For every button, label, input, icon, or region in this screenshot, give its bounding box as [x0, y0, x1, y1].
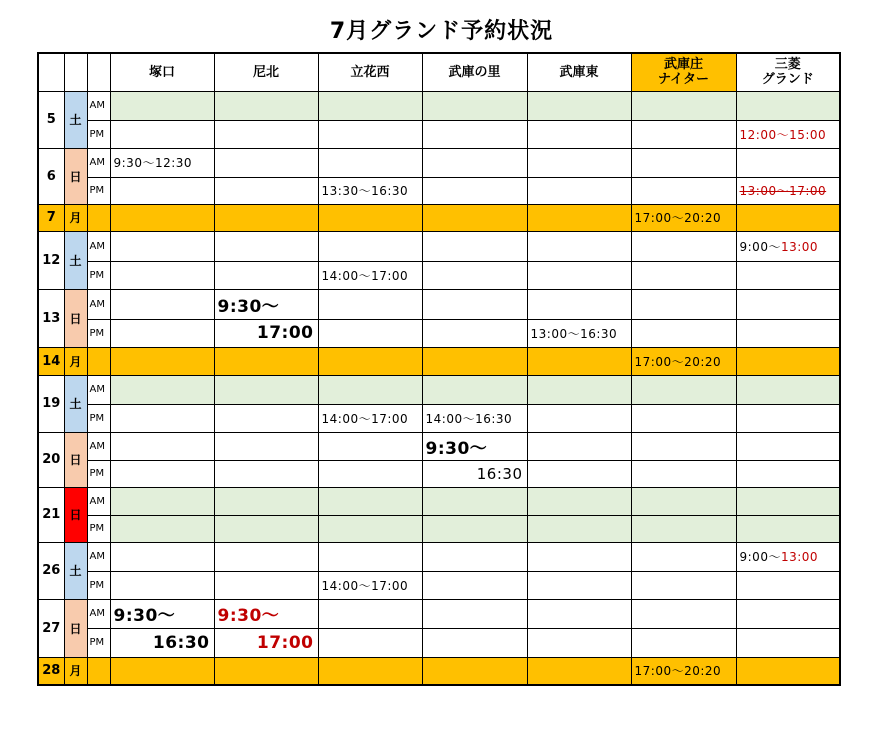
am-label: AM — [87, 231, 110, 261]
day-number: 19 — [38, 375, 64, 432]
cell — [422, 289, 527, 319]
header-amakita: 尼北 — [214, 53, 318, 91]
cell — [214, 487, 318, 515]
booking-cell: 13:30～16:30 — [318, 177, 422, 204]
header-mukonosato: 武庫の里 — [422, 53, 527, 91]
cell — [214, 404, 318, 432]
cell — [422, 319, 527, 347]
header-line: グランド — [761, 72, 814, 88]
pm-label: PM — [87, 404, 110, 432]
cell — [318, 657, 422, 685]
cell — [527, 204, 631, 231]
cell — [736, 204, 840, 231]
cell — [527, 148, 631, 177]
day-number: 6 — [38, 148, 64, 204]
cell — [214, 91, 318, 120]
table-row — [38, 347, 840, 375]
cell — [110, 571, 214, 599]
cell — [631, 177, 736, 204]
table-row — [38, 204, 840, 231]
cell — [214, 204, 318, 231]
cell — [110, 487, 214, 515]
cell — [318, 375, 422, 404]
cell — [318, 120, 422, 148]
cell — [318, 231, 422, 261]
header-blank — [38, 53, 64, 91]
cell — [527, 289, 631, 319]
cell — [422, 628, 527, 657]
cell — [631, 571, 736, 599]
cell — [527, 404, 631, 432]
am-label: AM — [87, 487, 110, 515]
am-label: AM — [87, 148, 110, 177]
cell — [631, 432, 736, 460]
weekday-cell: 土 — [64, 91, 87, 148]
cell — [422, 657, 527, 685]
cell — [527, 261, 631, 289]
header-blank — [64, 53, 87, 91]
cell — [631, 120, 736, 148]
cell — [631, 487, 736, 515]
cell — [422, 261, 527, 289]
cell — [736, 375, 840, 404]
cell — [631, 375, 736, 404]
cell — [736, 91, 840, 120]
header-mukonosho-night — [631, 53, 736, 91]
booking-start: 9:00～ — [739, 550, 781, 564]
cell — [87, 657, 110, 685]
cell — [736, 319, 840, 347]
cell — [527, 460, 631, 487]
cell — [527, 542, 631, 571]
cell — [422, 231, 527, 261]
cell — [87, 204, 110, 231]
booking-start: 9:00～ — [739, 239, 781, 254]
cell — [422, 571, 527, 599]
table-row — [38, 231, 840, 261]
table-row — [38, 487, 840, 515]
table-row — [38, 599, 840, 628]
table-row — [38, 91, 840, 120]
table-row — [38, 148, 840, 177]
table-row — [38, 542, 840, 571]
cell — [318, 515, 422, 542]
table-row — [38, 319, 840, 347]
am-label: AM — [87, 375, 110, 404]
booking-start-cell: 9:30～ — [214, 599, 318, 628]
cell — [422, 542, 527, 571]
table-row — [38, 571, 840, 599]
table-row — [38, 375, 840, 404]
header-tachibananishi: 立花西 — [318, 53, 422, 91]
cell — [214, 460, 318, 487]
cell — [736, 599, 840, 628]
booking-cell: 13:00～16:30 — [527, 319, 631, 347]
cell — [110, 177, 214, 204]
cell — [214, 657, 318, 685]
booking-cell: 17:00～20:20 — [631, 347, 736, 375]
pm-label: PM — [87, 177, 110, 204]
table-row — [38, 628, 840, 657]
cell — [422, 487, 527, 515]
day-number: 26 — [38, 542, 64, 599]
weekday-cell: 日 — [64, 148, 87, 204]
day-number: 21 — [38, 487, 64, 542]
header-row — [38, 53, 840, 91]
cell — [214, 515, 318, 542]
cell — [736, 571, 840, 599]
weekday-cell: 日 — [64, 432, 87, 487]
cell — [318, 432, 422, 460]
cell — [527, 515, 631, 542]
cell — [527, 177, 631, 204]
cell — [631, 404, 736, 432]
table-row — [38, 657, 840, 685]
reservation-table — [37, 52, 841, 686]
cell — [422, 347, 527, 375]
cell — [527, 487, 631, 515]
header-line: ナイター — [657, 72, 710, 88]
booking-cell: 9:30～12:30 — [110, 148, 214, 177]
cell — [631, 231, 736, 261]
cell — [736, 515, 840, 542]
pm-label: PM — [87, 460, 110, 487]
cell — [214, 261, 318, 289]
table-row — [38, 432, 840, 460]
table-row — [38, 289, 840, 319]
booking-cell — [736, 231, 840, 261]
weekday-cell: 土 — [64, 231, 87, 289]
weekday-cell: 月 — [64, 204, 87, 231]
day-number: 28 — [38, 657, 64, 685]
cell — [214, 177, 318, 204]
cell — [736, 432, 840, 460]
cell — [214, 375, 318, 404]
cell — [527, 375, 631, 404]
am-label: AM — [87, 91, 110, 120]
cell — [110, 120, 214, 148]
cell — [318, 542, 422, 571]
cell — [318, 599, 422, 628]
cell — [422, 515, 527, 542]
cell — [214, 148, 318, 177]
cancelled-booking-cell: 13:00～17:00 — [736, 177, 840, 204]
booking-cell: 14:00～16:30 — [422, 404, 527, 432]
cell — [110, 204, 214, 231]
cell — [318, 204, 422, 231]
cell — [214, 571, 318, 599]
booking-cell — [736, 542, 840, 571]
booking-cell: 14:00～17:00 — [318, 261, 422, 289]
cell — [736, 404, 840, 432]
cell — [110, 261, 214, 289]
day-number: 5 — [38, 91, 64, 148]
cell — [110, 289, 214, 319]
cell — [110, 657, 214, 685]
cell — [110, 542, 214, 571]
cell — [736, 460, 840, 487]
cell — [422, 204, 527, 231]
pm-label: PM — [87, 120, 110, 148]
am-label: AM — [87, 542, 110, 571]
weekday-cell: 日 — [64, 289, 87, 347]
day-number: 20 — [38, 432, 64, 487]
cell — [87, 347, 110, 375]
cell — [214, 542, 318, 571]
day-number: 14 — [38, 347, 64, 375]
weekday-cell: 月 — [64, 347, 87, 375]
cell — [110, 375, 214, 404]
table-row — [38, 460, 840, 487]
cell — [110, 515, 214, 542]
cell — [110, 404, 214, 432]
pm-label: PM — [87, 628, 110, 657]
booking-cell: 14:00～17:00 — [318, 404, 422, 432]
day-number: 13 — [38, 289, 64, 347]
cell — [318, 148, 422, 177]
table-row — [38, 120, 840, 148]
cell — [527, 91, 631, 120]
cell — [527, 120, 631, 148]
cell — [110, 91, 214, 120]
booking-cell: 17:00～20:20 — [631, 657, 736, 685]
table-row — [38, 404, 840, 432]
cell — [214, 347, 318, 375]
booking-cell: 17:00～20:20 — [631, 204, 736, 231]
booking-end-cell: 17:00 — [214, 319, 318, 347]
cell — [631, 460, 736, 487]
page-title: 7月グランド予約状況 — [329, 19, 554, 44]
cell — [736, 148, 840, 177]
cell — [318, 628, 422, 657]
cell — [527, 347, 631, 375]
cell — [736, 261, 840, 289]
cell — [631, 261, 736, 289]
table-row — [38, 261, 840, 289]
booking-cell: 12:00～15:00 — [736, 120, 840, 148]
header-mitsubishi — [736, 53, 840, 91]
day-number: 7 — [38, 204, 64, 231]
cell — [214, 120, 318, 148]
cell — [527, 599, 631, 628]
day-number: 27 — [38, 599, 64, 657]
cell — [318, 91, 422, 120]
pm-label: PM — [87, 571, 110, 599]
booking-end-changed: 13:00 — [780, 239, 819, 254]
cell — [631, 542, 736, 571]
header-line: 三菱 — [774, 57, 801, 73]
cell — [110, 347, 214, 375]
cell — [422, 91, 527, 120]
cell — [631, 599, 736, 628]
cell — [527, 657, 631, 685]
am-label: AM — [87, 432, 110, 460]
booking-start-cell: 9:30～ — [110, 599, 214, 628]
header-tsukaguchi: 塚口 — [110, 53, 214, 91]
cell — [631, 91, 736, 120]
cell — [318, 487, 422, 515]
cell — [318, 347, 422, 375]
booking-end-cell: 16:30 — [422, 460, 527, 487]
cell — [736, 347, 840, 375]
cell — [422, 177, 527, 204]
booking-end-cell: 16:30 — [110, 628, 214, 657]
cell — [631, 628, 736, 657]
cell — [527, 571, 631, 599]
cell — [214, 231, 318, 261]
cell — [631, 289, 736, 319]
weekday-cell: 日 — [64, 487, 87, 542]
booking-end-changed: 13:00 — [780, 550, 819, 564]
booking-cell: 14:00～17:00 — [318, 571, 422, 599]
header-blank — [87, 53, 110, 91]
pm-label: PM — [87, 515, 110, 542]
cell — [110, 319, 214, 347]
cell — [736, 289, 840, 319]
day-number: 12 — [38, 231, 64, 289]
header-line: 武庫庄 — [663, 57, 703, 73]
am-label: AM — [87, 599, 110, 628]
cell — [631, 515, 736, 542]
cell — [736, 628, 840, 657]
am-label: AM — [87, 289, 110, 319]
booking-end-cell: 17:00 — [214, 628, 318, 657]
cell — [527, 432, 631, 460]
cell — [736, 487, 840, 515]
cell — [110, 432, 214, 460]
cell — [318, 289, 422, 319]
pm-label: PM — [87, 319, 110, 347]
table-row — [38, 515, 840, 542]
booking-start-cell: 9:30～ — [214, 289, 318, 319]
weekday-cell: 土 — [64, 542, 87, 599]
weekday-cell: 月 — [64, 657, 87, 685]
pm-label: PM — [87, 261, 110, 289]
cell — [631, 148, 736, 177]
cell — [422, 120, 527, 148]
header-mukohigashi: 武庫東 — [527, 53, 631, 91]
booking-start-cell: 9:30～ — [422, 432, 527, 460]
cell — [527, 231, 631, 261]
cell — [527, 628, 631, 657]
cell — [422, 148, 527, 177]
table-row — [38, 177, 840, 204]
cell — [110, 460, 214, 487]
weekday-cell: 日 — [64, 599, 87, 657]
cell — [318, 319, 422, 347]
cell — [214, 432, 318, 460]
cell — [631, 319, 736, 347]
weekday-cell: 土 — [64, 375, 87, 432]
cell — [318, 460, 422, 487]
cell — [422, 375, 527, 404]
cell — [736, 657, 840, 685]
cell — [422, 599, 527, 628]
cell — [110, 231, 214, 261]
